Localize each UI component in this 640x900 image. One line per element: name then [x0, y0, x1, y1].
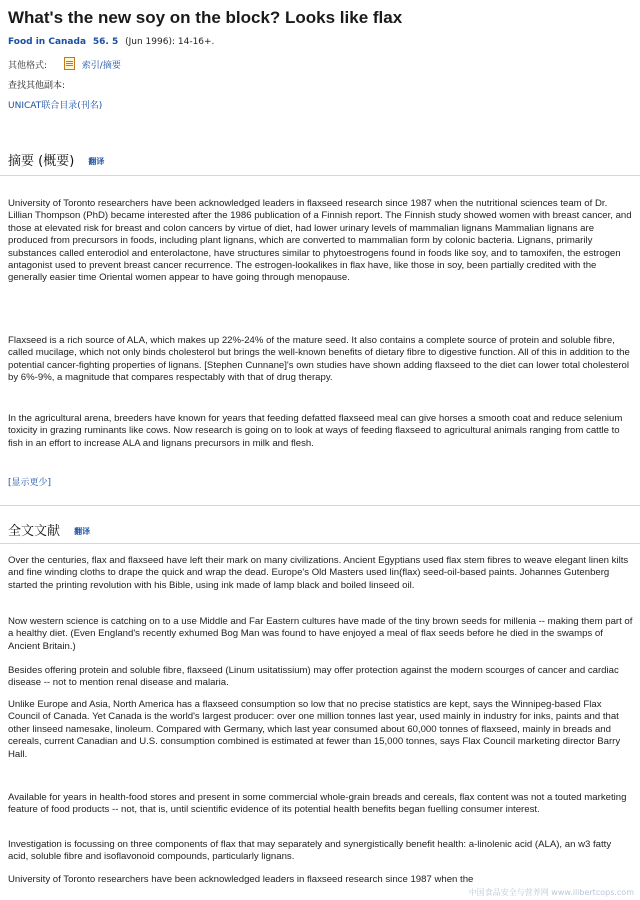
volume-link[interactable]: 56. 5 — [92, 37, 119, 47]
divider — [0, 175, 640, 176]
fulltext-heading-text: 全文文献 — [8, 524, 61, 539]
find-copy-label: 查找其他副本: — [8, 81, 66, 91]
abstract-heading — [8, 150, 104, 169]
article-title: What's the new soy on the block? Looks like flax — [8, 8, 403, 27]
fulltext-paragraph: Over the centuries, flax and flaxseed have left their mark on many civilizations. Ancient Egyptians used flax stem fibres to weave elegant linen kilts and fine winding cloths to drape the quick and wrap the dead. Europe's Old Masters used lin(flax) seed-oil-based paints. Johannes Gutenberg started the printing revolution with his Bible, using ink made of lamp black and boiled linseed oil. — [8, 555, 629, 591]
abstract-paragraph: Flaxseed is a rich source of ALA, which makes up 22%-24% of the mature seed. It also contains a complete source of protein and soluble fibre, called mucilage, which not only binds cholesterol but brings the well-known benefits of dietary fibre to digestive function. All of this in addition to the potential cancer-fighting properties of lignans. [Stephen Cunnane]'s own studies have shown adding flaxseed to the diet can lower total cholesterol by 6%-9%, a magnitude that compares respectably with that of drug therapy. — [8, 335, 630, 384]
fulltext-paragraph: Available for years in health-food stores and present in some commercial whole-grain breads and cereals, flax content was not a touted marketing feature of food products -- not, that is, until scientific evidence of its potential health benefits began fuelling consumer interest. — [8, 792, 627, 816]
document-icon — [64, 57, 75, 70]
index-abstract-link[interactable]: 索引/摘要 — [81, 61, 121, 71]
translate-link[interactable]: 翻译 — [88, 157, 105, 166]
abstract-paragraph: University of Toronto researchers have been acknowledged leaders in flaxseed research since 1987 when the nutritional sciences team of Dr. Lillian Thompson (PhD) became interested after the 1986 publication of a Finnish report. The Finnish study showed women with breast cancer, and those at elevated risk for breast and colon cancers by virtue of diet, had lower urinary levels of mammalian lignans Mammalian lignans are produced from precursors in foods, including plant lignans, which are converted to mammalian form by colonic bacteria. Lignans, primarily substances called enterodiol and enterolactone, have structures similar to phytoestrogens found in foods like soy, and to tamoxifen, the estrogen antagonist used to prevent breast cancer recurrence. The estrogen-lookalikes in flax have, like those in soy, been partially credited with the generally easier time Oriental women appear to have going through menopause. — [8, 198, 632, 284]
fulltext-paragraph: Unlike Europe and Asia, North America has a flaxseed consumption so low that no precise statistics are kept, says the Winnipeg-based Flax Council of Canada. Yet Canada is the world's largest producer: over one million tonnes last year, used mainly in industry for inks, paints and that other linseed namesake, linoleum. Compared with Germany, which last year consumed about 60,000 tonnes of flaxseed, mainly in breads and cereals, current Canadian and U.S. consumption combined is estimated at fewer than 15,000 tonnes, says Flax Council marketing director Barry Hall. — [8, 699, 621, 760]
other-formats-row — [8, 57, 121, 71]
translate-link[interactable]: 翻译 — [74, 527, 91, 536]
fulltext-paragraph: Besides offering protein and soluble fibre, flaxseed (Linum usitatissium) may offer protection against the modern scourges of cancer and cardiac disease -- not to mention renal disease and malaria. — [8, 665, 619, 689]
citation — [8, 37, 214, 47]
unicat-link[interactable]: UNICAT联合目录(刊名) — [8, 101, 103, 111]
fulltext-heading — [8, 520, 90, 539]
show-less-link[interactable]: [显示更少] — [8, 478, 52, 488]
divider — [0, 505, 640, 506]
watermark: 中国食品安全与营养网 www.ilibertcops.com — [468, 888, 634, 897]
abstract-heading-text: 摘要 (概要) — [8, 154, 75, 169]
divider — [0, 543, 640, 544]
fulltext-paragraph: University of Toronto researchers have been acknowledged leaders in flaxseed research since 1987 when the — [8, 874, 474, 885]
citation-details: (Jun 1996): 14-16+. — [125, 37, 215, 47]
other-formats-label: 其他格式: — [8, 61, 48, 71]
fulltext-paragraph: Investigation is focussing on three components of flax that may separately and synergistically benefit health: a-linolenic acid (ALA), an w3 fatty acid, soluble fibre and isoflavonoid compounds, particularly lignans. — [8, 839, 612, 863]
abstract-paragraph: In the agricultural arena, breeders have known for years that feeding defatted flaxseed meal can give horses a smooth coat and reduce selenium toxicity in grazing ruminants like cows. Now research is going on to look at ways of feeding flaxseed to agricultural animals ranging from cattle to fish in an effort to increase ALA and lignans precursors in milk and flesh. — [8, 413, 623, 449]
journal-link[interactable]: Food in Canada — [8, 37, 87, 47]
fulltext-paragraph: Now western science is catching on to a use Middle and Far Eastern cultures have made of the tiny brown seeds for millenia -- making them part of a healthy diet. (Even England's recently exhumed Bog Man was found to have enjoyed a meal of flax seeds before he died in the swamps of Ancient Britain.) — [8, 616, 633, 652]
